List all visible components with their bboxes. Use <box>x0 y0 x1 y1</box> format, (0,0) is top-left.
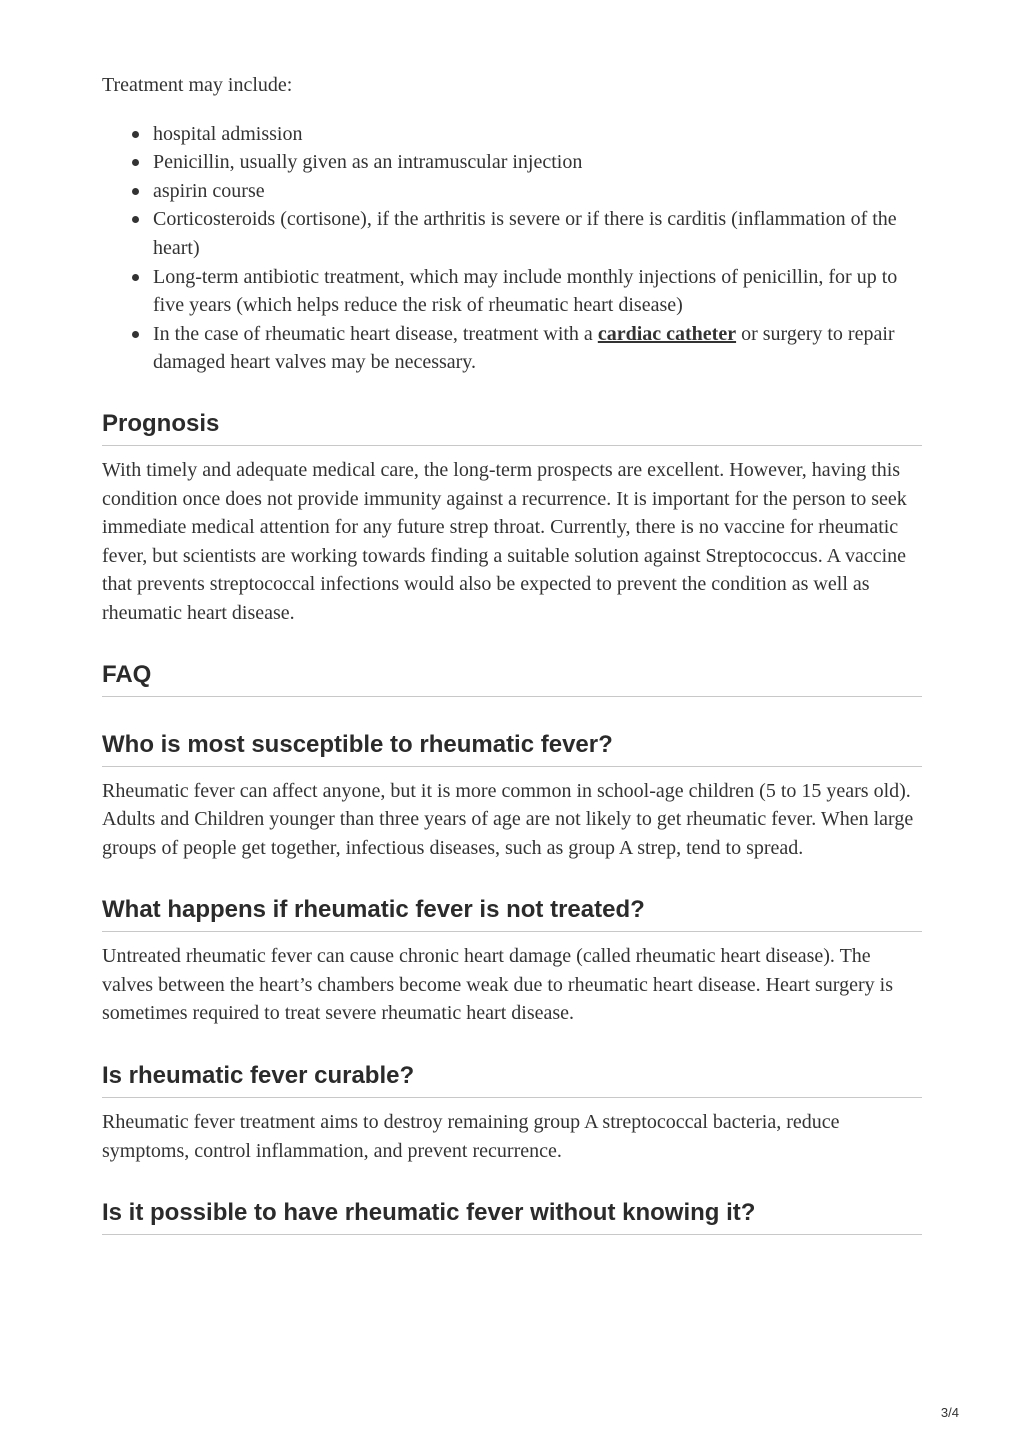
list-item: aspirin course <box>153 177 922 206</box>
list-item: Corticosteroids (cortisone), if the arthritis is severe or if there is carditis (inflammation of the heart) <box>153 205 922 262</box>
treatment-intro: Treatment may include: <box>102 74 293 96</box>
page-number: 3/4 <box>940 1405 959 1420</box>
article-content <box>102 71 922 1245</box>
list-item-text-after: or surgery to repair damaged heart valves may be necessary. <box>153 322 895 374</box>
list-item: Penicillin, usually given as an intramuscular injection <box>153 148 922 177</box>
faq-answer: Rheumatic fever can affect anyone, but it is more common in school-age children (5 to 15 years old). Adults and Children younger than three years of age are not likely to get rheumatic fever. When large groups of people get together, infectious diseases, such as group A strep, tend to spread. <box>102 779 914 859</box>
faq-answer: Rheumatic fever treatment aims to destroy remaining group A streptococcal bacteria, reduce symptoms, control inflammation, and prevent recurrence. <box>102 1111 840 1162</box>
list-item-text-before: In the case of rheumatic heart disease, treatment with a <box>153 322 598 345</box>
list-item: hospital admission <box>153 120 922 149</box>
cardiac-catheter-link[interactable]: cardiac catheter <box>597 322 737 345</box>
list-item: Long-term antibiotic treatment, which may include monthly injections of penicillin, for up to five years (which helps reduce the risk of rheumatic heart disease) <box>153 263 922 320</box>
prognosis-text: With timely and adequate medical care, the long-term prospects are excellent. However, having this condition once does not provide immunity against a recurrence. It is important for the person to seek immediate medical attention for any future strep throat. Currently, there is no vaccine for rheumatic fever, but scientists are working towards finding a suitable solution against Streptococcus. A vaccine that prevents streptococcal infections would also be expected to prevent the condition as well as rheumatic heart disease. <box>102 458 907 624</box>
faq-question: Is rheumatic fever curable? <box>102 1061 922 1098</box>
faq-question: Is it possible to have rheumatic fever without knowing it? <box>102 1198 922 1235</box>
list-item <box>153 320 922 377</box>
faq-heading: FAQ <box>102 660 922 697</box>
faq-question: Who is most susceptible to rheumatic fever? <box>102 730 922 767</box>
treatment-list <box>102 120 922 377</box>
faq-question: What happens if rheumatic fever is not treated? <box>102 895 922 932</box>
faq-answer: Untreated rheumatic fever can cause chronic heart damage (called rheumatic heart disease). The valves between the heart’s chambers become weak due to rheumatic heart disease. Heart surgery is sometimes required to treat severe rheumatic heart disease. <box>102 945 893 1025</box>
prognosis-heading: Prognosis <box>102 409 922 446</box>
